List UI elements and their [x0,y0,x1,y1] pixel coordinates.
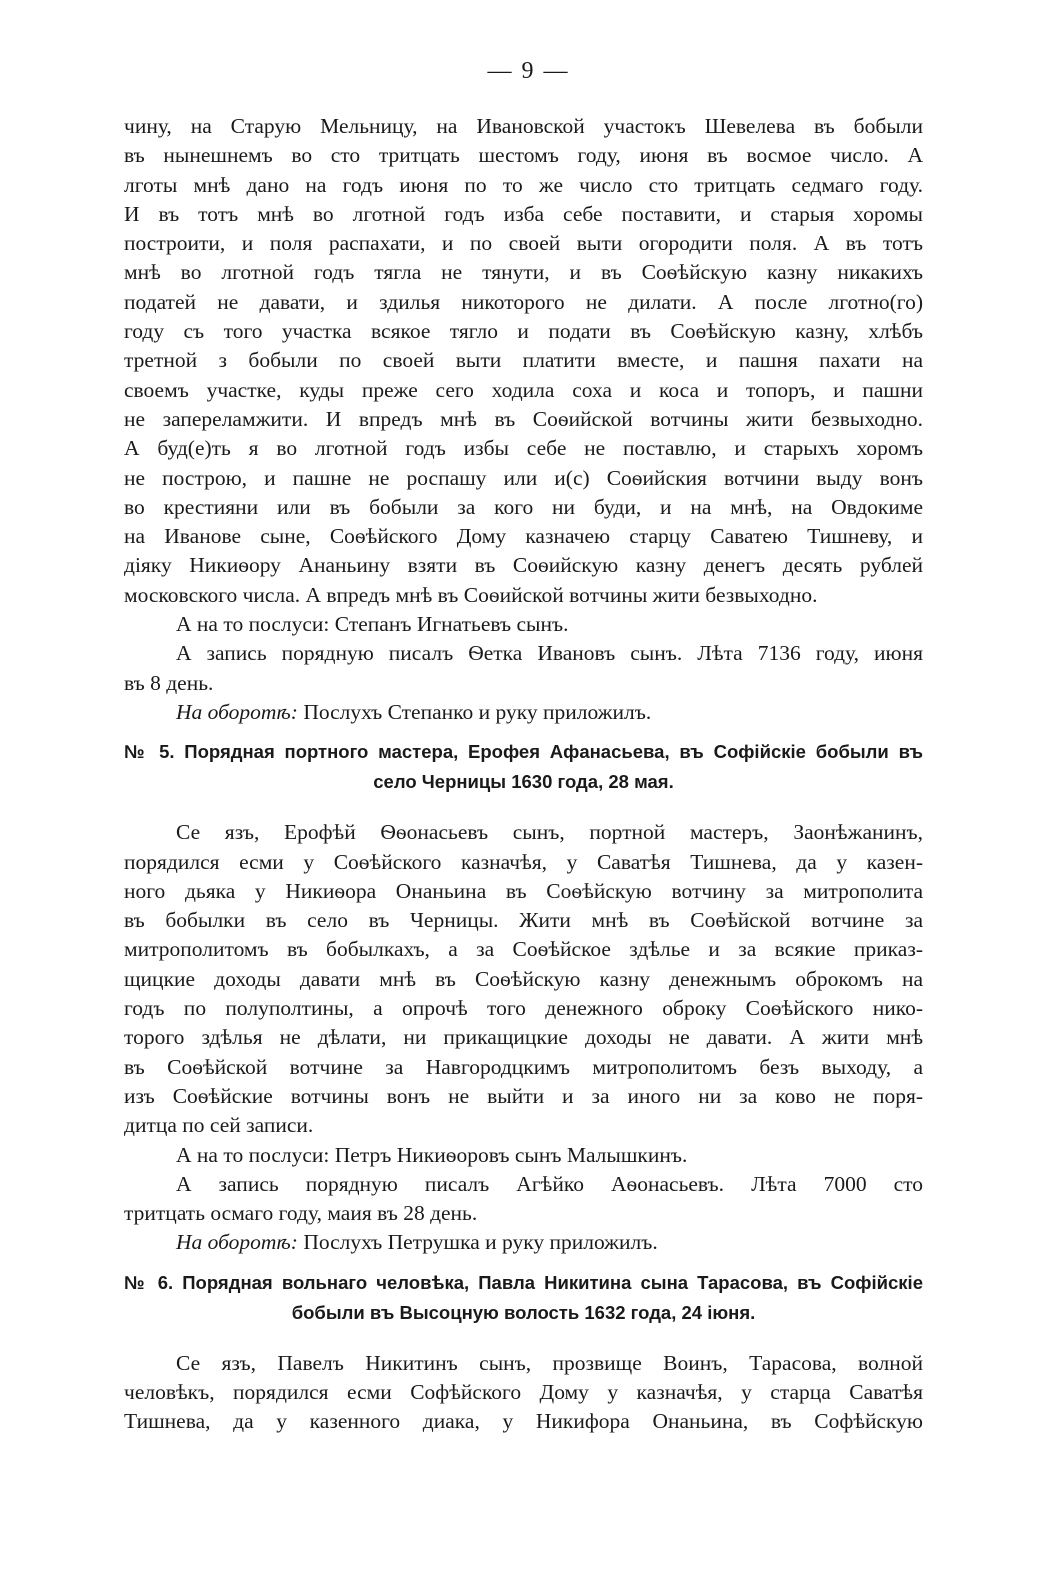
section-heading [124,1268,923,1328]
section-text [124,1349,923,1437]
scribe-line: А запись порядную писалъ Агѣйко Аѳонасьевъ. Лѣта 7000 сто [176,1171,923,1196]
text-line: изъ Соѳѣйские вотчины вонъ не выйти и за иного ни за ково не поря- [124,1083,923,1108]
witness-line: А на то послуси: Петръ Никиѳоровъ сынъ Малышкинъ. [176,1142,688,1167]
reverse-note [124,698,923,727]
text-line: году съ того участка всякое тягло и подати въ Соѳѣйскую казну, хлѣбъ [124,319,923,344]
text-line: человѣкъ, порядился есми Софѣйского Дому у казначѣя, у старца Саватѣя [124,1379,923,1404]
text-line: не построю, и пашне не роспашу или и(с) Соѳийския вотчини выду вонъ [124,465,923,490]
scribe-line: А запись порядную писалъ Ѳетка Ивановъ сынъ. Лѣта 7136 году, июня [176,641,923,666]
scribe-line: тритцать осмаго году, маия въ 28 день. [124,1201,478,1226]
heading-line: № 6. Порядная вольнаго человѣка, Павла Никитина сына Тарасова, въ Софійскіе [124,1271,923,1293]
heading-line: село Черницы 1630 года, 28 мая. [373,771,674,793]
text-line: лготы мнѣ дано на годъ июня по то же число сто тритцать седмаго году. [124,172,923,197]
scribe-line: въ 8 день. [124,670,214,695]
text-line: въ бобылки въ село въ Черницы. Жити мнѣ въ Соѳѣйской вотчине за [124,908,923,933]
text-line: третной з бобыли по своей выти платити вместе, и пашня пахати на [124,348,923,373]
text-line: торого здѣлья не дѣлати, ни прикащицкие доходы не давати. А жити мнѣ [124,1025,923,1050]
text-line: мнѣ во лготной годъ тягла не тянути, и въ Соѳѣйскую казну никакихъ [124,260,923,285]
reverse-text: Послухъ Степанко и руку приложилъ. [297,699,652,724]
text-line: во крестияни или въ бобыли за кого ни буди, и на мнѣ, на Овдокиме [124,494,923,519]
text-line: щицкие доходы давати мнѣ въ Соѳѣйскую казну денежнымъ оброкомъ на [124,966,923,991]
section-text [124,818,923,1257]
text-line: дитца по сей записи. [124,1113,314,1138]
witness-line: А на то послуси: Степанъ Игнатьевъ сынъ. [176,612,569,637]
reverse-label: На оборотѣ: [176,1230,298,1255]
section-heading [124,737,923,797]
text-line: своемъ участке, куды преже сего ходила соха и коса и топоръ, и пашни [124,377,923,402]
text-line: въ Соѳѣйской вотчине за Навгородцкимъ митрополитомъ безъ выходу, а [124,1054,923,1079]
text-line: ного дьяка у Никиѳора Онаньина въ Соѳѣйскую вотчину за митрополита [124,878,923,903]
page-body [124,112,923,1437]
continuation-text [124,112,923,727]
heading-line: № 5. Порядная портного мастера, Ерофея Афанасьева, въ Софійскіе бобыли въ [124,741,923,763]
text-line: московского числа. А впредъ мнѣ въ Соѳийской вотчины жити безвыходно. [124,582,818,607]
text-line: годъ по полуполтины, а опрочѣ того денежного оброку Соѳѣйского нико- [124,996,923,1021]
text-line: Се язъ, Ерофѣй Ѳѳонасьевъ сынъ, портной мастеръ, Заонѣжанинъ, [176,820,923,845]
heading-line: бобыли въ Высоцную волость 1632 года, 24 іюня. [291,1301,756,1323]
text-line: И въ тотъ мнѣ во лготной годъ изба себе поставити, и старыя хоромы [124,201,923,226]
reverse-note [124,1228,923,1257]
text-line: въ нынешнемъ во сто тритцать шестомъ году, июня въ восмое число. А [124,143,923,168]
text-line: порядился есми у Соѳѣйского казначѣя, у Саватѣя Тишнева, да у казен- [124,849,923,874]
text-line: не запереламжити. И впредъ мнѣ въ Соѳийской вотчины жити безвыходно. [124,406,923,431]
text-line: Тишнева, да у казенного диака, у Никифора Онаньина, въ Софѣйскую [124,1409,923,1434]
text-line: построити, и поля распахати, и по своей выти огородити поля. А въ тотъ [124,231,923,256]
text-line: А буд(е)ть я во лготной годъ избы себе не поставлю, и старыхъ хоромъ [124,436,923,461]
reverse-text: Послухъ Петрушка и руку приложилъ. [297,1230,658,1255]
text-line: митрополитомъ въ бобылкахъ, а за Соѳѣйское здѣлье и за всякие приказ- [124,937,923,962]
text-line: Се язъ, Павелъ Никитинъ сынъ, прозвище Воинъ, Тарасова, волной [176,1350,923,1375]
page-number: — 9 — [487,58,570,84]
text-line: чину, на Старую Мельницу, на Ивановской участокъ Шевелева въ бобыли [124,114,923,138]
reverse-label: На оборотѣ: [176,699,298,724]
text-line: на Иванове сыне, Соѳѣйского Дому казначею старцу Саватею Тишневу, и [124,524,923,549]
text-line: податей не давати, и здилья никоторого не дилати. А после лготно(го) [124,289,923,314]
text-line: діяку Никиѳору Ананьину взяти въ Соѳийскую казну денегъ десять рублей [124,553,923,578]
